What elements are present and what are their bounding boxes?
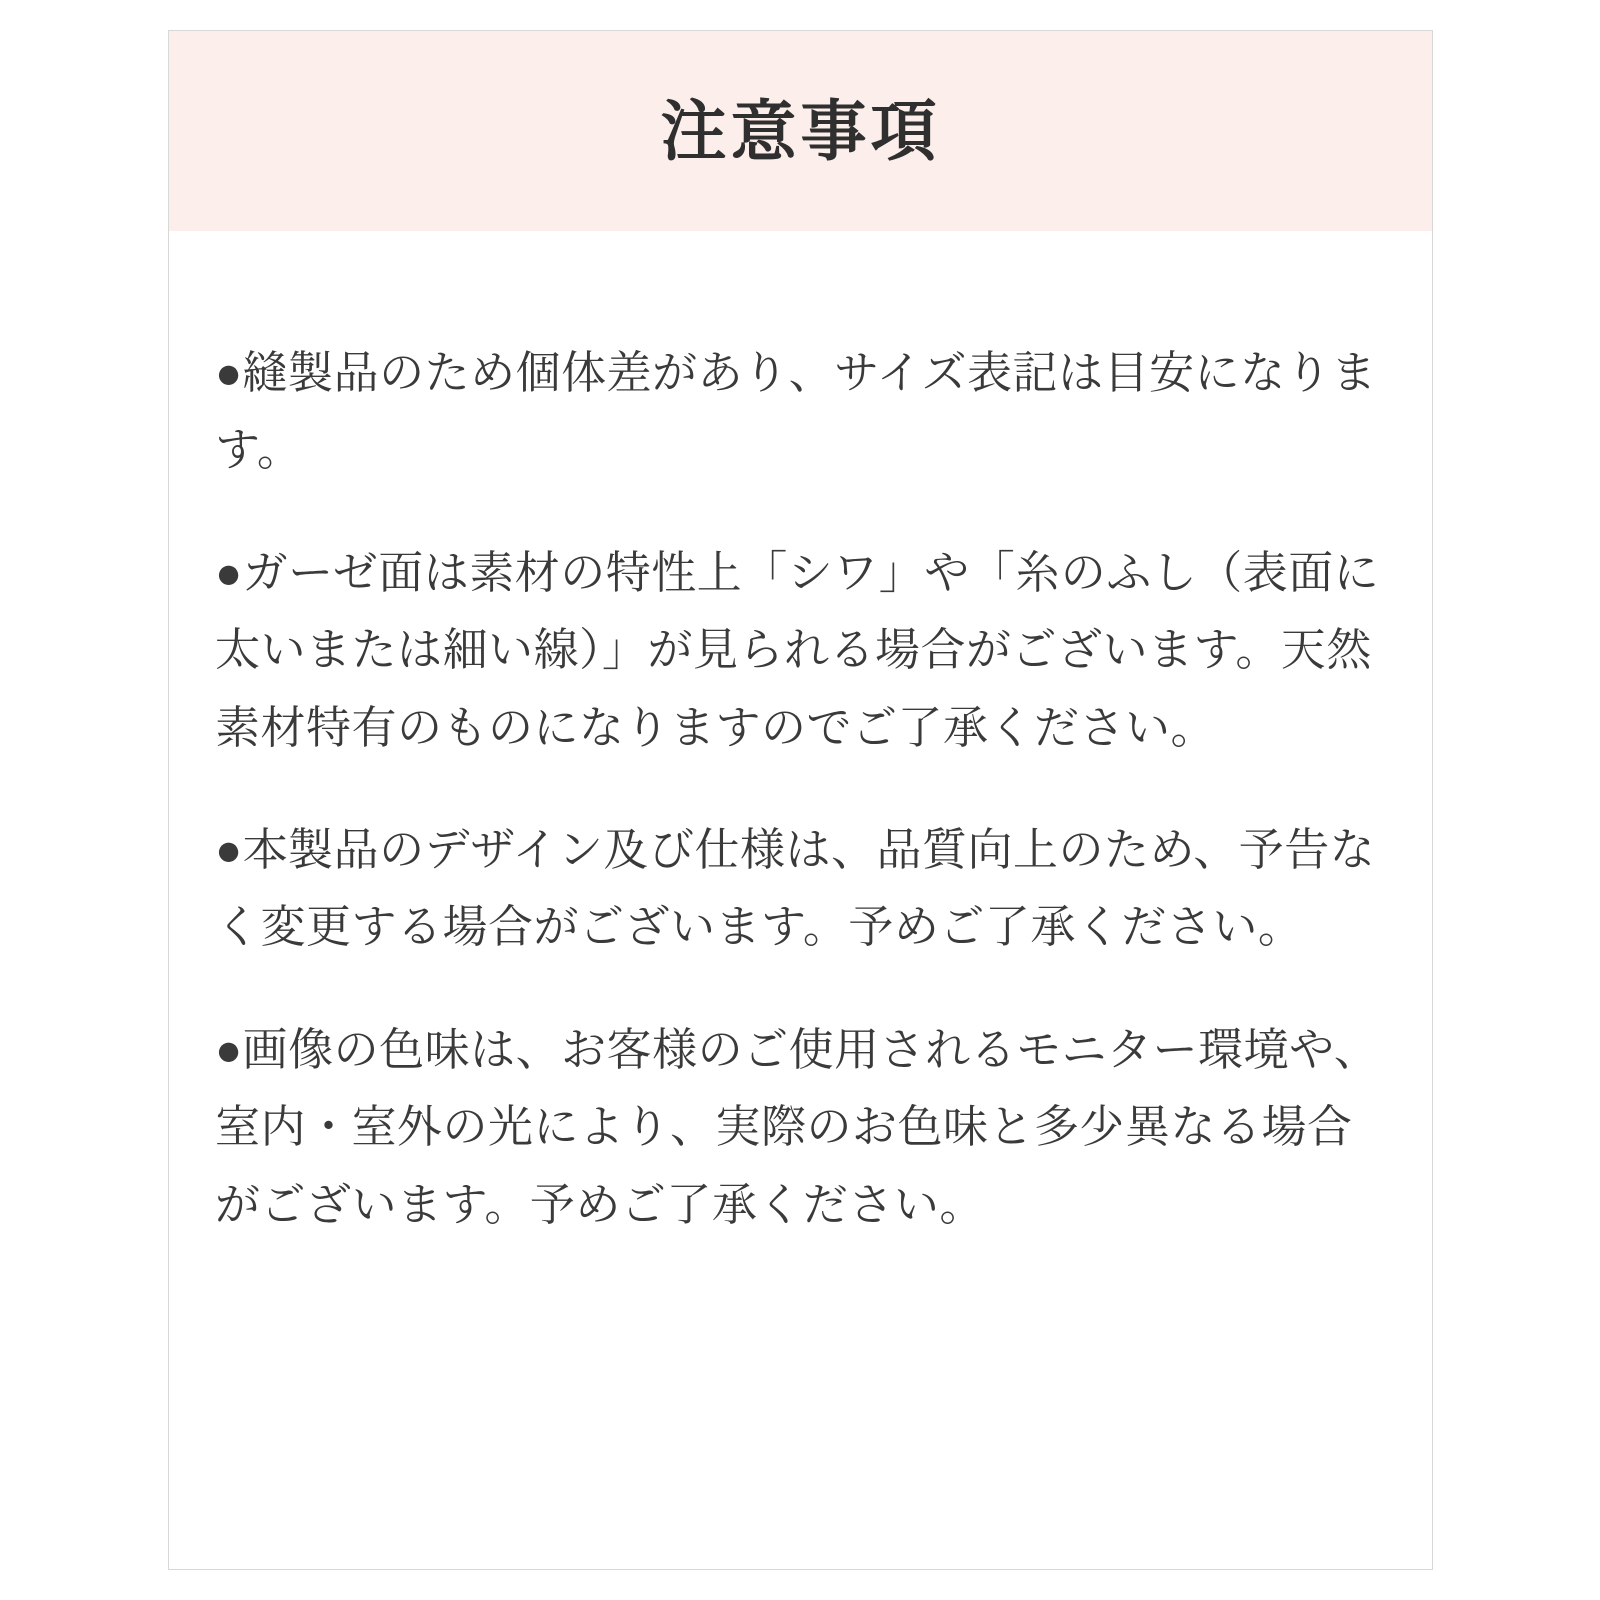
notice-card <box>168 30 1433 1570</box>
notice-header <box>169 31 1432 231</box>
notice-list <box>169 231 1432 1243</box>
list-item: ●本製品のデザイン及び仕様は、品質向上のため、予告なく変更する場合がございます。予めご了承ください。 <box>215 823 1376 953</box>
list-item: ●縫製品のため個体差があり、サイズ表記は目安になります。 <box>215 347 1377 476</box>
page-title: 注意事項 <box>660 94 941 168</box>
list-item: ●ガーゼ面は素材の特性上「シワ」や「糸のふし（表面に太いまたは細い線）」が見られる場合がございます。天然素材特有のものになりますのでご了承ください。 <box>215 546 1380 753</box>
list-item: ●画像の色味は、お客様のご使用されるモニター環境や、室内・室外の光により、実際のお色味と多少異なる場合がございます。予めご了承ください。 <box>215 1023 1380 1230</box>
